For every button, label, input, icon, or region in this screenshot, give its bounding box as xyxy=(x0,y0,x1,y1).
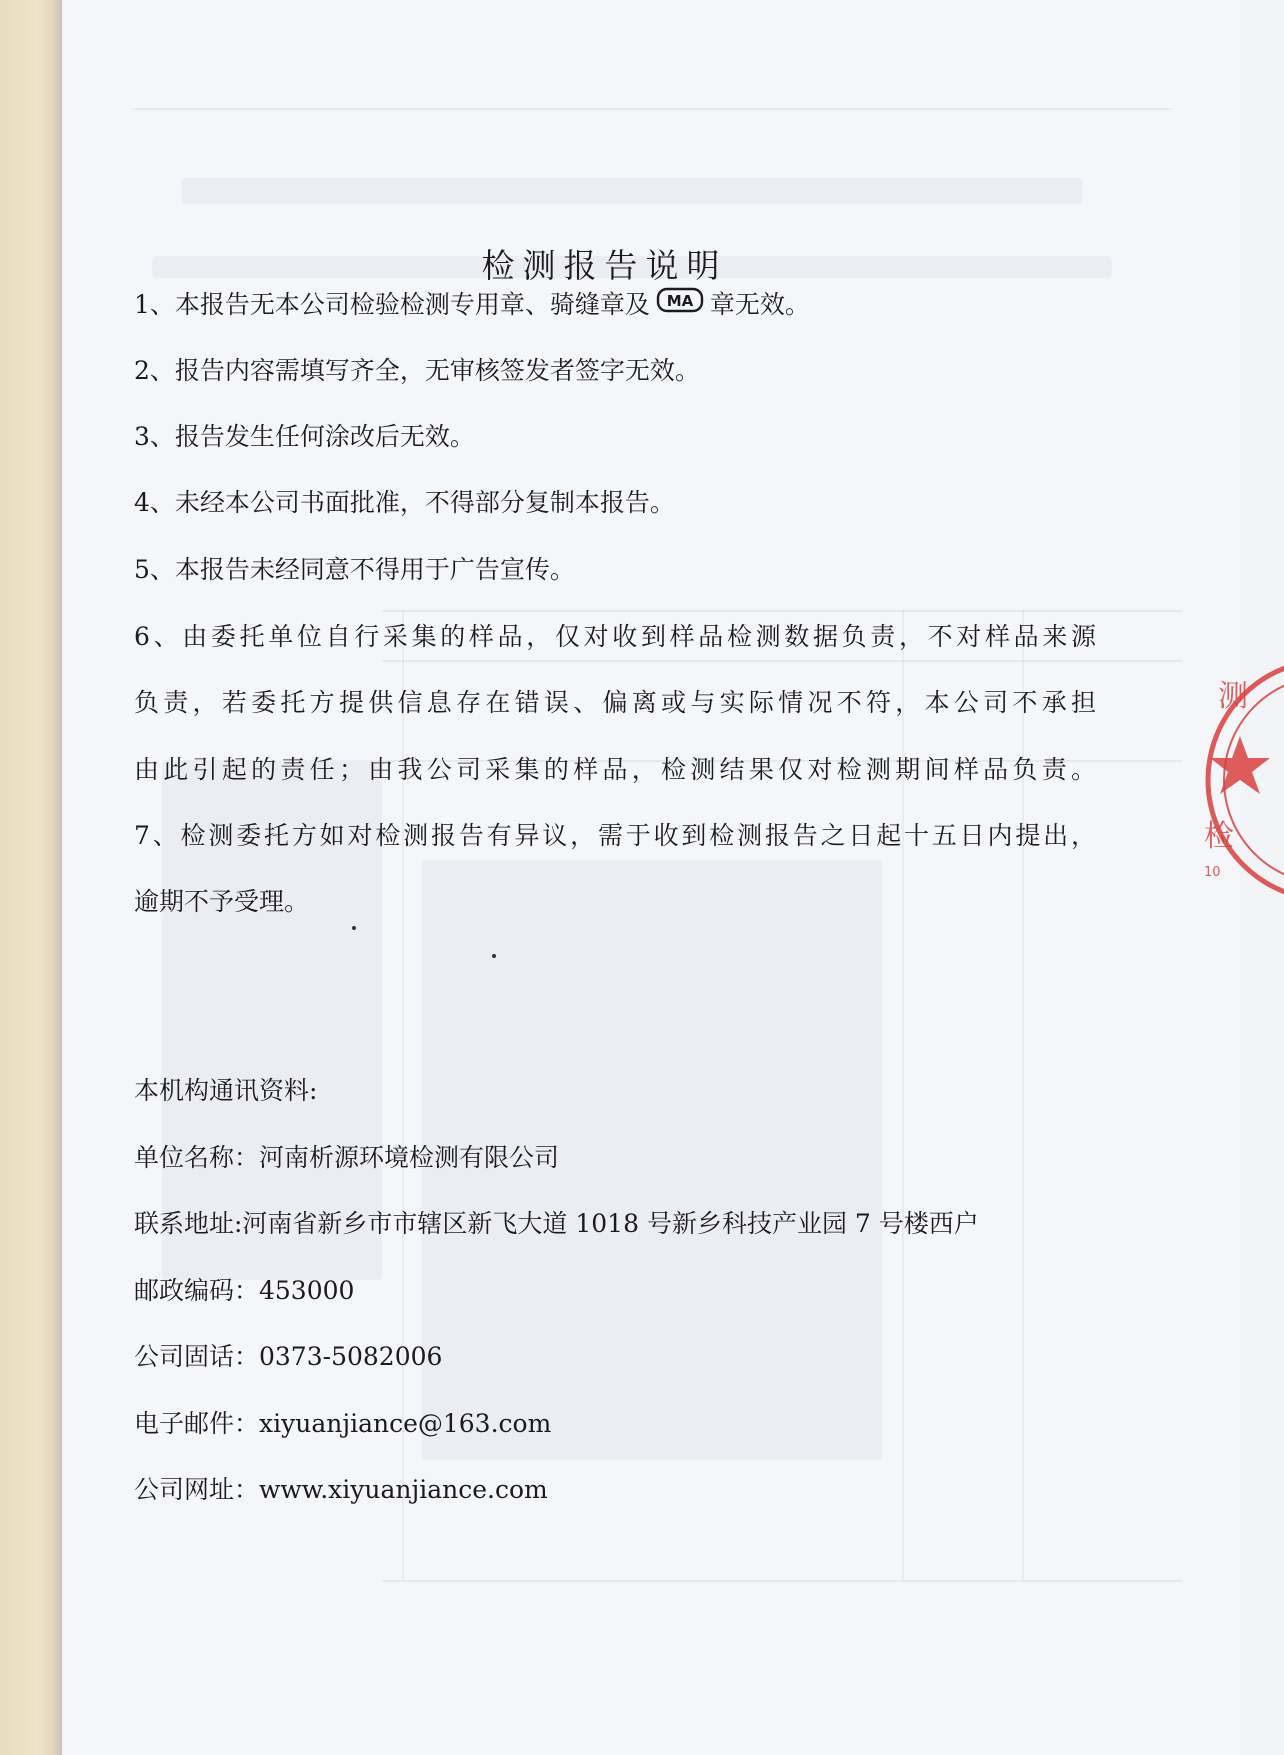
item-6-line-1: 6、由委托单位自行采集的样品，仅对收到样品检测数据负责，不对样品来源 xyxy=(134,622,1096,651)
contact-website: 公司网址：www.xiyuanjiance.com xyxy=(134,1475,548,1504)
seal-number: 10 xyxy=(1204,865,1221,880)
item-3: 3、报告发生任何涂改后无效。 xyxy=(134,422,475,451)
item-2: 2、报告内容需填写齐全，无审核签发者签字无效。 xyxy=(134,356,700,385)
item-6-line-2: 负责，若委托方提供信息存在错误、偏离或与实际情况不符，本公司不承担 xyxy=(134,688,1096,717)
item-1-suffix: 章无效。 xyxy=(709,290,810,319)
contact-company: 单位名称：河南析源环境检测有限公司 xyxy=(134,1143,560,1172)
item-1 xyxy=(134,287,810,323)
item-1-text: 1、本报告无本公司检验检测专用章、骑缝章及 xyxy=(134,290,650,319)
contact-phone: 公司固话：0373-5082006 xyxy=(134,1342,443,1371)
contact-email: 电子邮件：xiyuanjiance@163.com xyxy=(134,1409,552,1438)
speck xyxy=(492,954,496,958)
contact-address: 联系地址:河南省新乡市市辖区新飞大道 1018 号新乡科技产业园 7 号楼西户 xyxy=(134,1209,979,1238)
ma-logo-text: MA xyxy=(666,291,694,310)
item-4: 4、未经本公司书面批准，不得部分复制本报告。 xyxy=(134,488,675,517)
ma-logo xyxy=(656,287,704,323)
item-7-line-2: 逾期不予受理。 xyxy=(134,887,310,916)
contact-heading: 本机构通讯资料: xyxy=(134,1076,318,1105)
seal-char-1: 测 xyxy=(1218,679,1248,714)
item-5: 5、本报告未经同意不得用于广告宣传。 xyxy=(134,555,575,584)
item-7-line-1: 7、检测委托方如对检测报告有异议，需于收到检测报告之日起十五日内提出， xyxy=(134,821,1096,850)
item-6-line-3: 由此引起的责任；由我公司采集的样品，检测结果仅对检测期间样品负责。 xyxy=(134,755,1096,784)
seam-seal xyxy=(1198,640,1284,920)
speck xyxy=(352,926,356,930)
page-title: 检测报告说明 xyxy=(481,246,728,286)
seal-char-2: 检 xyxy=(1204,819,1234,854)
contact-postcode: 邮政编码：453000 xyxy=(134,1276,355,1305)
